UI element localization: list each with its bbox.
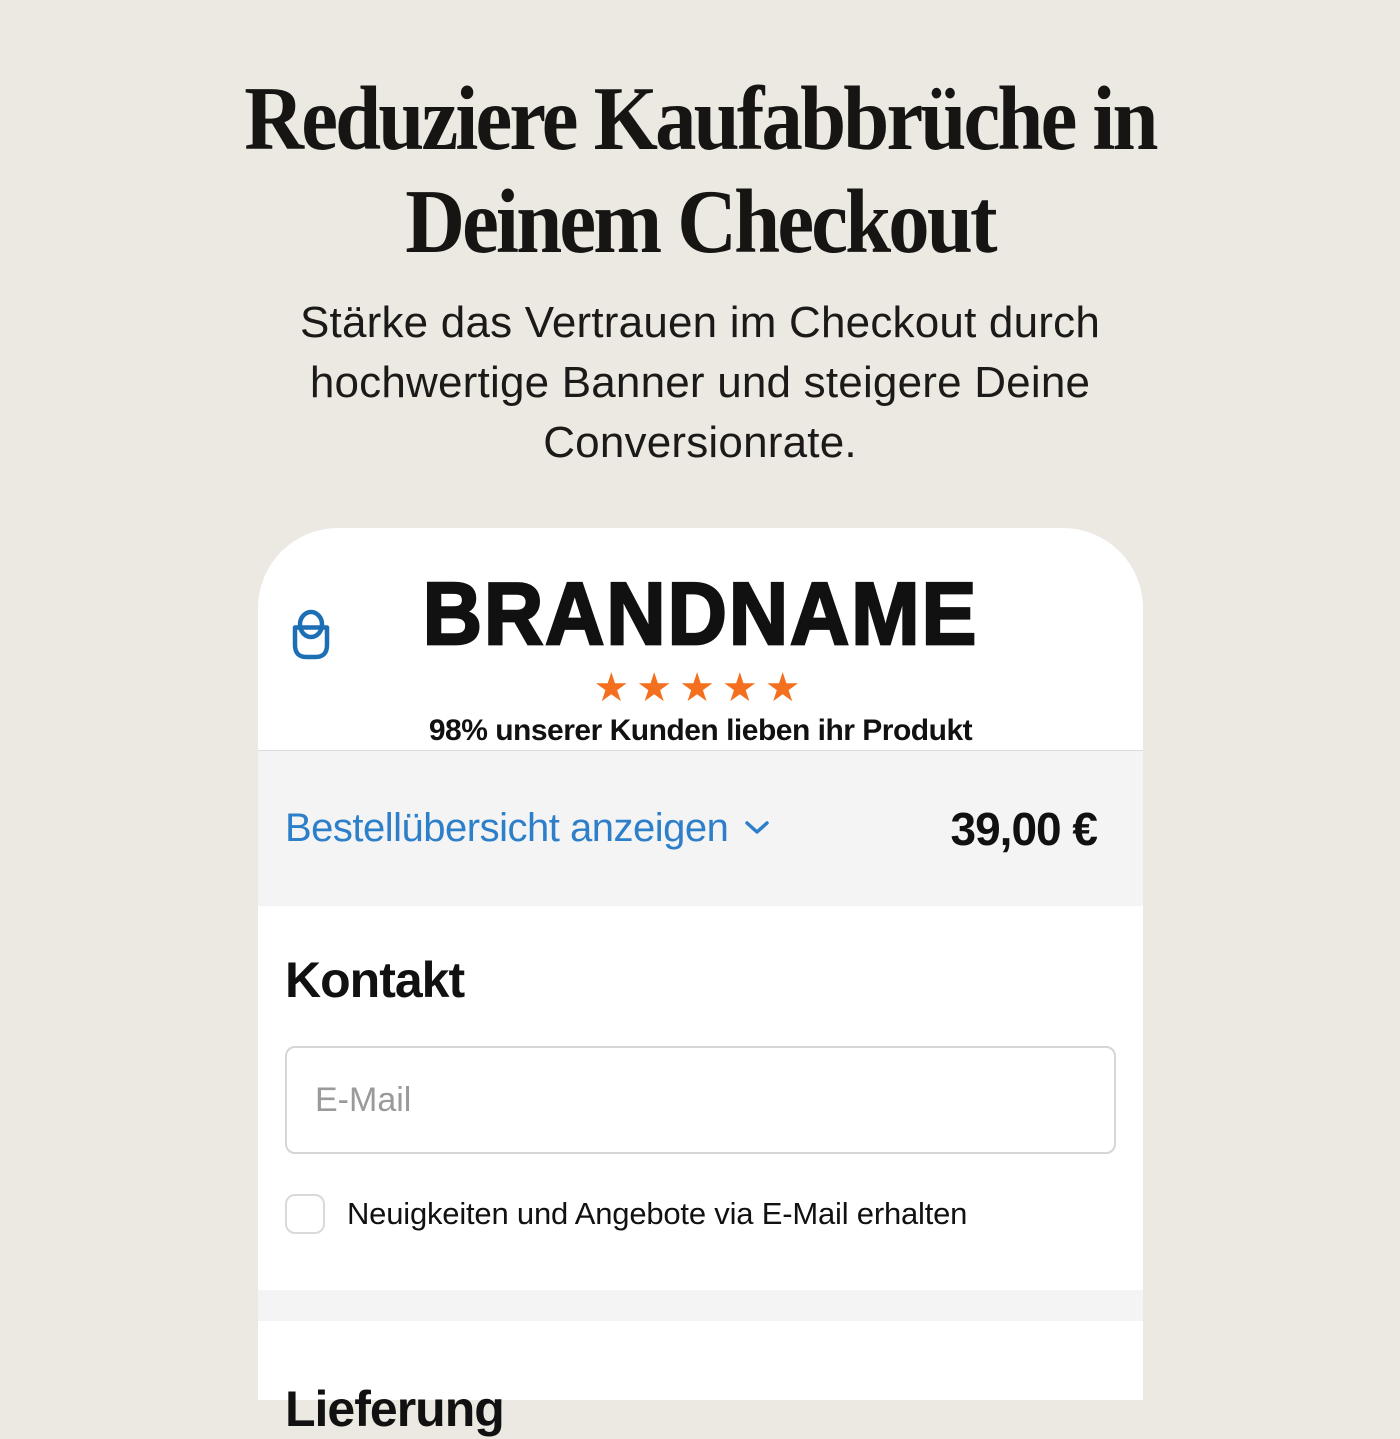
page-title bbox=[42, 68, 1358, 275]
page-subtitle-line-3: Conversionrate. bbox=[543, 417, 857, 467]
page-title-line-2: Deinem Checkout bbox=[405, 172, 995, 274]
brand-rating-note: 98% unserer Kunden lieben ihr Produkt bbox=[428, 714, 973, 747]
order-summary-toggle-label: Bestellübersicht anzeigen bbox=[285, 806, 729, 850]
page-subtitle-line-1: Stärke das Vertrauen im Checkout durch bbox=[299, 297, 1100, 347]
page-subtitle-line-2: hochwertige Banner und steigere Deine bbox=[309, 357, 1091, 407]
star-rating-icon: ★★★★★ bbox=[593, 666, 808, 710]
page-title-line-1: Reduziere Kaufabbrüche in bbox=[244, 69, 1156, 170]
order-summary-bar bbox=[258, 751, 1143, 906]
page-subtitle bbox=[0, 293, 1400, 472]
newsletter-label: Neuigkeiten und Angebote via E-Mail erhalten bbox=[347, 1196, 968, 1231]
contact-section bbox=[258, 906, 1143, 1234]
order-summary-toggle[interactable] bbox=[285, 806, 770, 851]
shipping-section bbox=[258, 1321, 1143, 1439]
checkout-header bbox=[258, 528, 1143, 751]
chevron-down-icon bbox=[744, 819, 770, 839]
newsletter-checkbox[interactable] bbox=[285, 1194, 325, 1234]
brand-name: BRANDNAME bbox=[422, 565, 979, 664]
shopping-bag-icon[interactable] bbox=[288, 610, 334, 662]
checkout-card bbox=[258, 528, 1143, 1437]
shipping-heading: Lieferung bbox=[285, 1381, 504, 1437]
newsletter-opt-in-row bbox=[285, 1194, 1116, 1234]
section-divider-strip bbox=[258, 1290, 1143, 1321]
email-field[interactable] bbox=[285, 1046, 1116, 1154]
hero-section bbox=[0, 0, 1400, 472]
order-total: 39,00 € bbox=[950, 802, 1097, 855]
contact-heading: Kontakt bbox=[285, 952, 465, 1008]
